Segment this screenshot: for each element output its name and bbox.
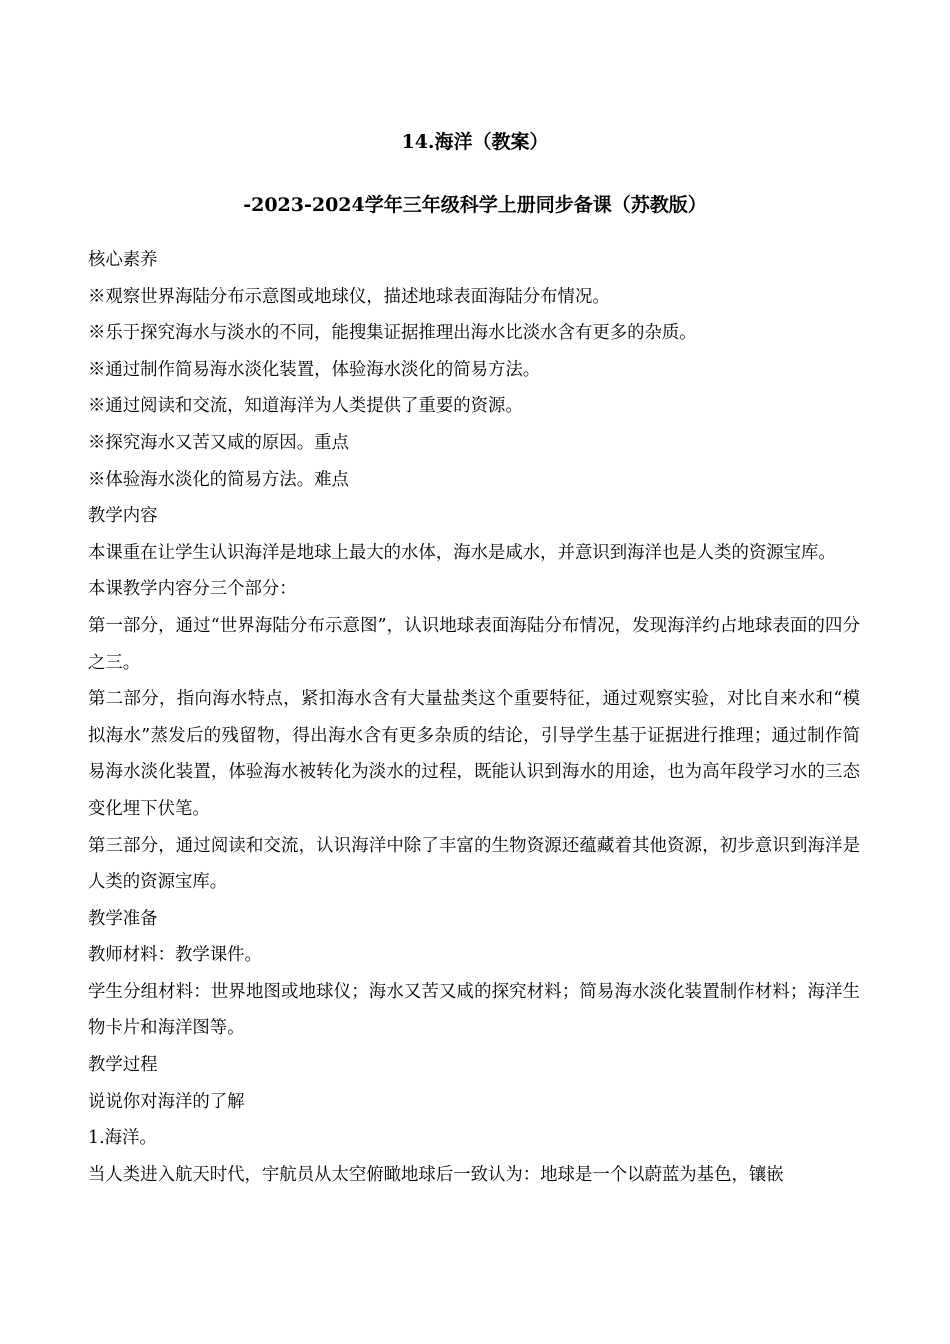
bullet-item: ※通过阅读和交流，知道海洋为人类提供了重要的资源。	[88, 396, 523, 417]
document-subtitle: -2023-2024学年三年级科学上册同步备课（苏教版）	[243, 194, 707, 216]
section-heading-teaching-content: 教学内容	[88, 506, 158, 527]
bullet-item: ※探究海水又苦又咸的原因。重点	[88, 432, 349, 453]
section-heading-core-literacy: 核心素养	[88, 250, 158, 270]
body-paragraph: 学生分组材料：世界地图或地球仪；海水又苦又咸的探究材料；简易海水淡化装置制作材料；海洋生物卡片和海洋图等。	[88, 981, 860, 1039]
body-paragraph: 教师材料：教学课件。	[88, 945, 262, 966]
body-paragraph: 第二部分，指向海水特点，紧扣海水含有大量盐类这个重要特征，通过观察实验，对比自来水和“模拟海水”蒸发后的残留物，得出海水含有更多杂质的结论，引导学生基于证据进行推理；通过制作简易海水淡化装置，体验海水被转化为淡水的过程，既能认识到海水的用途，也为高年段学习水的三态变化埋下伏笔。	[88, 689, 860, 819]
body-paragraph: 第一部分，通过“世界海陆分布示意图”，认识地球表面海陆分布情况，发现海洋约占地球表面的四分之三。	[88, 615, 860, 673]
body-paragraph: 第三部分，通过阅读和交流，认识海洋中除了丰富的生物资源还蕴藏着其他资源，初步意识到海洋是人类的资源宝库。	[88, 835, 860, 893]
document-title: 14.海洋（教案）	[401, 131, 549, 153]
body-paragraph: 1.海洋。	[88, 1128, 157, 1149]
body-paragraph: 说说你对海洋的了解	[88, 1091, 245, 1112]
section-heading-process: 教学过程	[88, 1055, 158, 1076]
bullet-item: ※体验海水淡化的简易方法。难点	[88, 469, 349, 490]
bullet-item: ※通过制作简易海水淡化装置，体验海水淡化的简易方法。	[88, 359, 541, 380]
bullet-item: ※乐于探究海水与淡水的不同，能搜集证据推理出海水比淡水含有更多的杂质。	[88, 323, 697, 344]
body-paragraph: 当人类进入航天时代，宇航员从太空俯瞰地球后一致认为：地球是一个以蔚蓝为基色，镶嵌	[88, 1164, 784, 1185]
body-paragraph: 本课教学内容分三个部分：	[88, 579, 297, 600]
document-body	[88, 242, 860, 1193]
bullet-item: ※观察世界海陆分布示意图或地球仪，描述地球表面海陆分布情况。	[88, 286, 610, 307]
section-heading-preparation: 教学准备	[88, 908, 158, 929]
body-paragraph: 本课重在让学生认识海洋是地球上最大的水体，海水是咸水，并意识到海洋也是人类的资源宝库。	[88, 542, 836, 563]
